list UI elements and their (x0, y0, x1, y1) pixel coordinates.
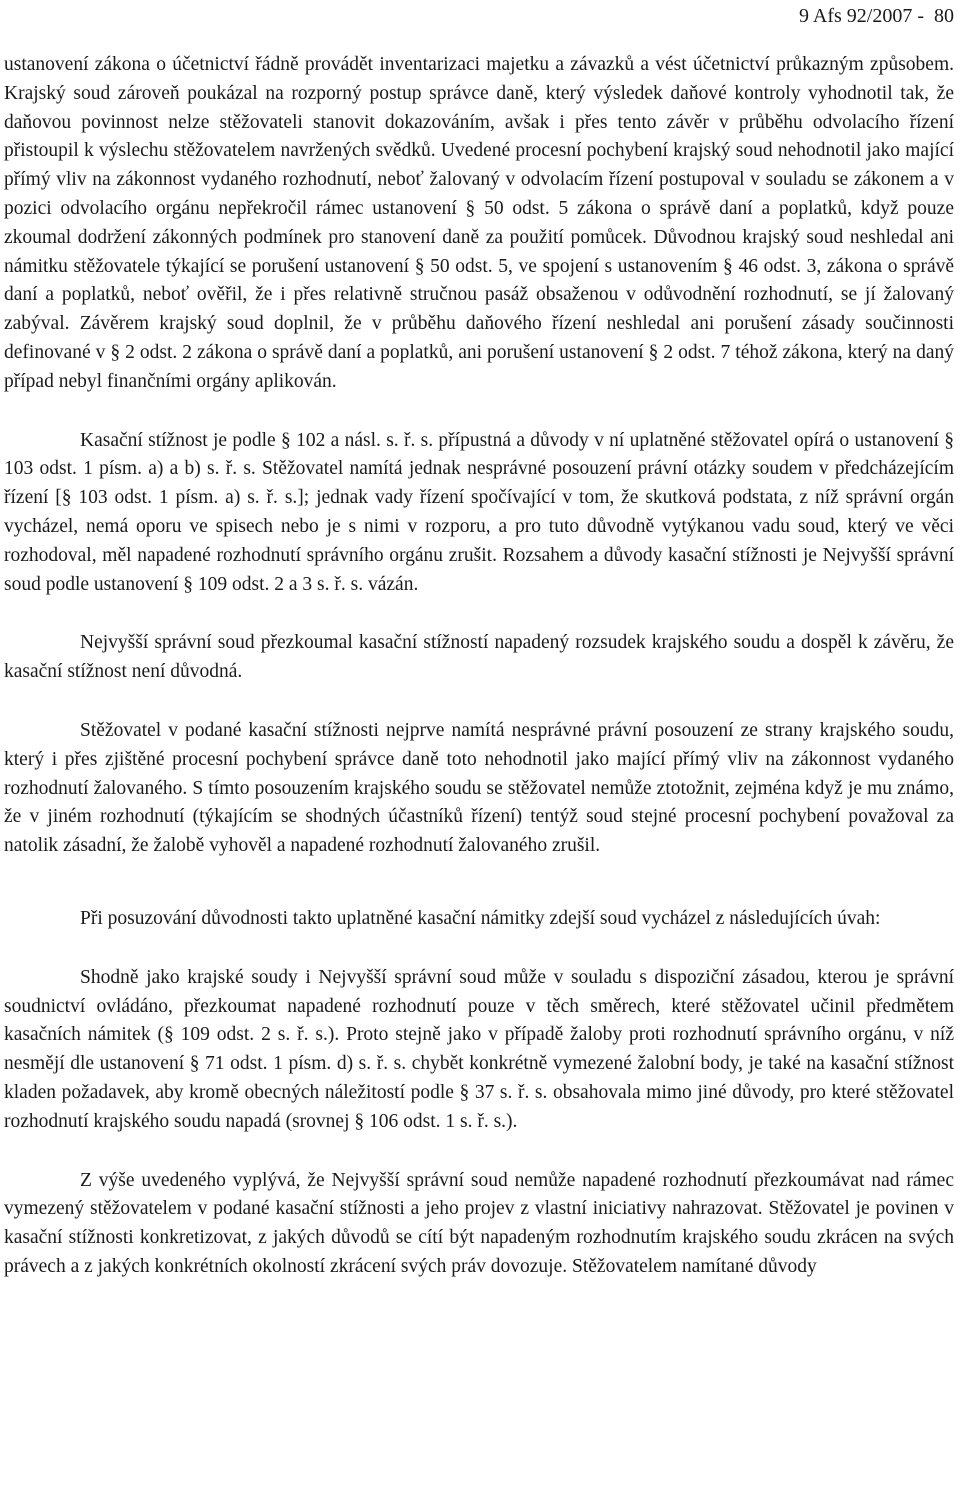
paragraph-spacer (4, 599, 954, 629)
paragraph-cassation-admissibility: Kasační stížnost je podle § 102 a násl. s. ř. s. přípustná a důvody v ní uplatněné stěžovatel opírá o ustanovení § 103 odst. 1 písm. a) a b) s. ř. s. Stěžovatel namítá jednak nesprávné posouzení právní otázky soudem v předcházejícím řízení [§ 103 odst. 1 písm. a) s. ř. s.]; jednak vady řízení spočívající v tom, že skutková podstata, z níž správní orgán vycházel, nemá oporu ve spisech nebo je s nimi v rozporu, a pro tuto důvodně vytýkanou vadu soud, který ve věci rozhodoval, měl napadené rozhodnutí správního orgánu zrušit. Rozsahem a důvody kasační stížnosti je Nejvyšší správní soud podle ustanovení § 109 odst. 2 a 3 s. ř. s. vázán. (4, 429, 954, 595)
paragraph-court-conclusion: Nejvyšší správní soud přezkoumal kasační stížností napadený rozsudek krajského soudu a dospěl k závěru, že kasační stížnost není důvodná. (4, 632, 954, 683)
paragraph-dispositive-principle: Shodně jako krajské soudy i Nejvyšší správní soud může v souladu s dispoziční zásadou, kterou je správní soudnictví ovládáno, přezkoumat napadené rozhodnutí pouze v těch směrech, které stěžovatel učinil předmětem kasačních námitek (§ 109 odst. 2 s. ř. s.). Proto stejně jako v případě žaloby proti rozhodnutí správního orgánu, v níž nesmějí dle ustanovení § 71 odst. 1 písm. d) s. ř. s. chybět konkrétně vymezené žalobní body, je také na kasační stížnost kladen požadavek, aby kromě obecných náležitostí podle § 37 s. ř. s. obsahovala mimo jiné důvody, pro které stěžovatel rozhodnutí krajského soudu napadá (srovnej § 106 odst. 1 s. ř. s.). (4, 966, 954, 1132)
paragraph-assessment-intro: Při posuzování důvodnosti takto uplatněné kasační námitky zdejší soud vycházel z následujících úvah: (80, 907, 881, 929)
document-body (4, 51, 954, 1282)
paragraph-spacer (4, 1137, 954, 1167)
paragraph-spacer (4, 397, 954, 427)
paragraph-review-scope: Z výše uvedeného vyplývá, že Nejvyšší správní soud nemůže napadené rozhodnutí přezkoumávat nad rámec vymezený stěžovatelem v podané kasační stížnosti a jeho projev z vlastní iniciativy nahrazovat. Stěžovatel je povinen v kasační stížnosti konkretizovat, z jakých důvodů se cítí být napadeným rozhodnutím krajského soudu zkrácen na svých právech a z jakých konkrétních okolností zkrácení svých práv dovozuje. Stěžovatelem namítané důvody (4, 1169, 954, 1277)
paragraph-spacer (4, 687, 954, 717)
paragraph-spacer (4, 934, 954, 964)
case-reference-header: 9 Afs 92/2007 - 80 (799, 5, 954, 27)
paragraph-spacer (4, 861, 954, 905)
paragraph-regional-court-summary: ustanovení zákona o účetnictví řádně provádět inventarizaci majetku a závazků a vést účetnictví průkazným způsobem. Krajský soud zároveň poukázal na rozporný postup správce daně, který výsledek daňové kontroly vyhodnotil tak, že daňovou povinnost nelze stěžovateli stanovit dokazováním, avšak i přes tento závěr v průběhu odvolacího řízení přistoupil k výslechu stěžovatelem navržených svědků. Uvedené procesní pochybení krajský soud nehodnotil jako mající přímý vliv na zákonnost vydaného rozhodnutí, neboť žalovaný v odvolacím řízení postupoval v souladu se zákonem a v pozici odvolacího orgánu nepřekročil rámec ustanovení § 50 odst. 5 zákona o správě daní a poplatků, když pouze zkoumal dodržení zákonných podmínek pro stanovení daně za použití pomůcek. Důvodnou krajský soud neshledal ani námitku stěžovatele týkající se porušení ustanovení § 50 odst. 5, ve spojení s ustanovením § 46 odst. 3, zákona o správě daní a poplatků, neboť ověřil, že i přes relativně stručnou pasáž obsaženou v odůvodnění rozhodnutí, se jí žalovaný zabýval. Závěrem krajský soud doplnil, že v průběhu daňového řízení neshledal ani porušení zásady součinnosti definované v § 2 odst. 2 zákona o správě daní a poplatků, ani porušení ustanovení § 2 odst. 7 téhož zákona, který na daný případ nebyl finančními orgány aplikován. (4, 54, 954, 392)
paragraph-complainant-objection: Stěžovatel v podané kasační stížnosti nejprve namítá nesprávné právní posouzení ze strany krajského soudu, který i přes zjištěné procesní pochybení správce daně toto nehodnotil jako mající přímý vliv na zákonnost vydaného rozhodnutí žalovaného. S tímto posouzením krajského soudu se stěžovatel nemůže ztotožnit, zejména když je mu známo, že v jiném rozhodnutí (týkajícím se shodných účastníků řízení) tentýž soud stejné procesní pochybení považoval za natolik zásadní, že žalobě vyhověl a napadené rozhodnutí žalovaného zrušil. (4, 719, 954, 857)
